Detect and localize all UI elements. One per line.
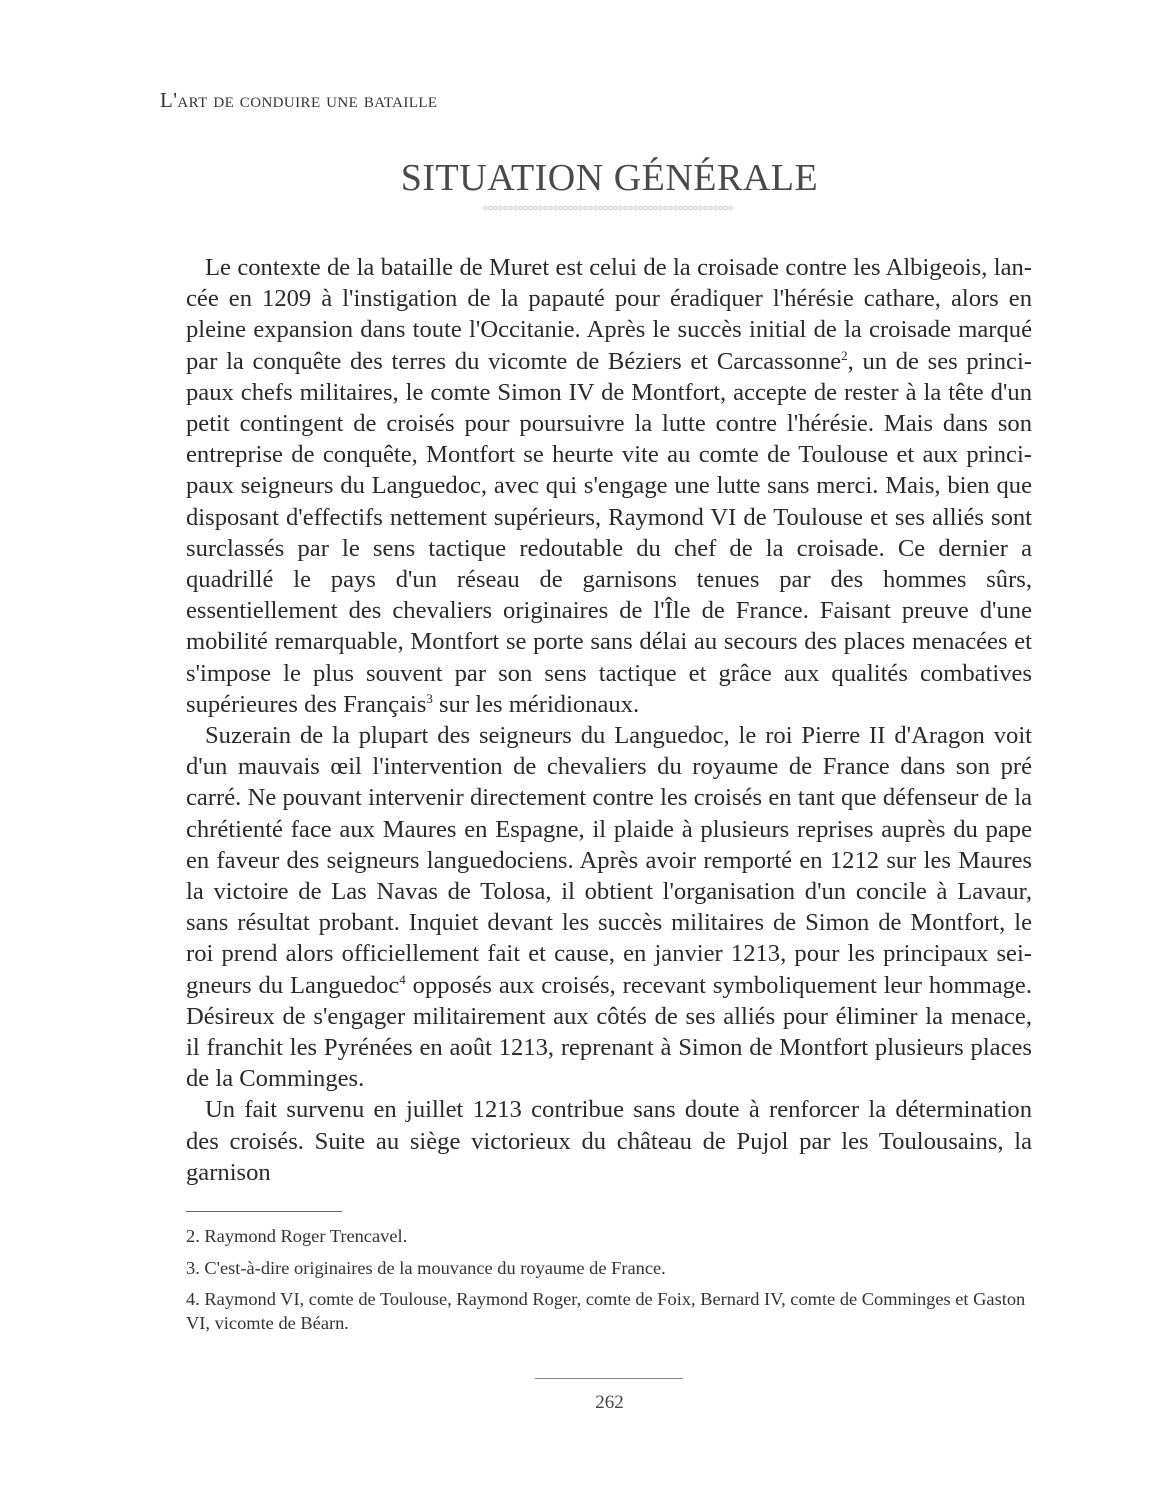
paragraph (186, 1094, 1032, 1188)
title-ornament-divider (483, 205, 733, 211)
running-head: L'art de conduire une bataille (160, 88, 438, 112)
chapter-title: SITUATION GÉNÉRALE (400, 157, 819, 199)
footnote-number: 2. (186, 1226, 200, 1246)
text-segment: , un de ses principaux chefs militaires, le comte Simon IV de Montfort, accepte de rester à la tête d'un petit contingent de croisés pour poursuivre la lutte contre l'hérésie. Mais dans son entreprise de conquête, Montfort se heurte vite au comte de Toulouse et aux principaux seigneurs du Languedoc, avec qui s'engage une lutte sans merci. Mais, bien que disposant d'effectifs nettement supérieurs, Raymond VI de Toulouse et ses alliés sont surclassés par le sens tactique redoutable du chef de la croisade. Ce dernier a quadrillé le pays d'un réseau de garnisons tenues par des hommes sûrs, essentiellement des chevaliers originaires de l'Île de France. Faisant preuve d'une mobilité remarquable, Montfort se porte sans délai au secours des places menacées et s'impose le plus souvent par son sens tactique et grâce aux qualités combatives supérieures des Français (186, 347, 1032, 718)
page-number: 262 (595, 1392, 624, 1413)
footnote-separator (186, 1211, 342, 1212)
footnotes (186, 1225, 1032, 1343)
footnote-text: Raymond VI, comte de Toulouse, Raymond Roger, comte de Foix, Bernard IV, comte de Comminges et Gaston VI, vicomte de Béarn. (186, 1289, 1026, 1333)
paragraph (186, 252, 1032, 720)
footnote (186, 1225, 1032, 1249)
footnote-number: 4. (186, 1289, 200, 1309)
footnote-text: Raymond Roger Trencavel. (204, 1226, 408, 1246)
text-segment: Suzerain de la plupart des seigneurs du Languedoc, le roi Pierre II d'Aragon voit d'un mauvais œil l'intervention de chevaliers du royaume de France dans son pré carré. Ne pouvant intervenir directement contre les croisés en tant que défenseur de la chrétienté face aux Maures en Espagne, il plaide à plusieurs reprises auprès du pape en faveur des seigneurs languedociens. Après avoir remporté en 1212 sur les Maures la victoire de Las Navas de Tolosa, il obtient l'organisation d'un concile à Lavaur, sans résultat probant. Inquiet devant les succès militaires de Simon de Montfort, le roi prend alors officiellement fait et cause, en janvier 1213, pour les principaux seigneurs du Languedoc (186, 722, 1032, 999)
text-segment: sur les méridionaux. (432, 690, 640, 718)
paragraph (186, 720, 1032, 1094)
footnote-text: C'est-à-dire originaires de la mouvance du royaume de France. (204, 1257, 666, 1278)
footnote (186, 1288, 1032, 1335)
text-segment: opposés aux croisés, recevant symboliquement leur hommage. Désireux de s'engager militairement aux côtés de ses alliés pour éliminer la menace, il franchit les Pyrénées en août 1213, reprenant à Simon de Montfort plusieurs places de la Comminges. (186, 971, 1032, 1093)
footnote-ref[interactable]: 2 (841, 347, 848, 363)
footnote (186, 1257, 1032, 1281)
footnote-number: 3. (186, 1257, 200, 1278)
footnote-ref[interactable]: 3 (426, 690, 433, 706)
text-segment: Le contexte de la bataille de Muret est celui de la croisade contre les Albigeois, lancée en 1209 à l'instigation de la papauté pour éradiquer l'hérésie cathare, alors en pleine expansion dans toute l'Occitanie. Après le succès initial de la croisade marqué par la conquête des terres du vicomte de Béziers et Carcassonne (186, 254, 1032, 375)
text-segment: Un fait survenu en juillet 1213 contribue sans doute à renforcer la détermination des croisés. Suite au siège victorieux du château de Pujol par les Toulousains, la garnison (186, 1096, 1032, 1186)
footnote-ref[interactable]: 4 (399, 971, 406, 987)
body-text (186, 252, 1032, 1188)
page-number-rule (535, 1378, 683, 1379)
